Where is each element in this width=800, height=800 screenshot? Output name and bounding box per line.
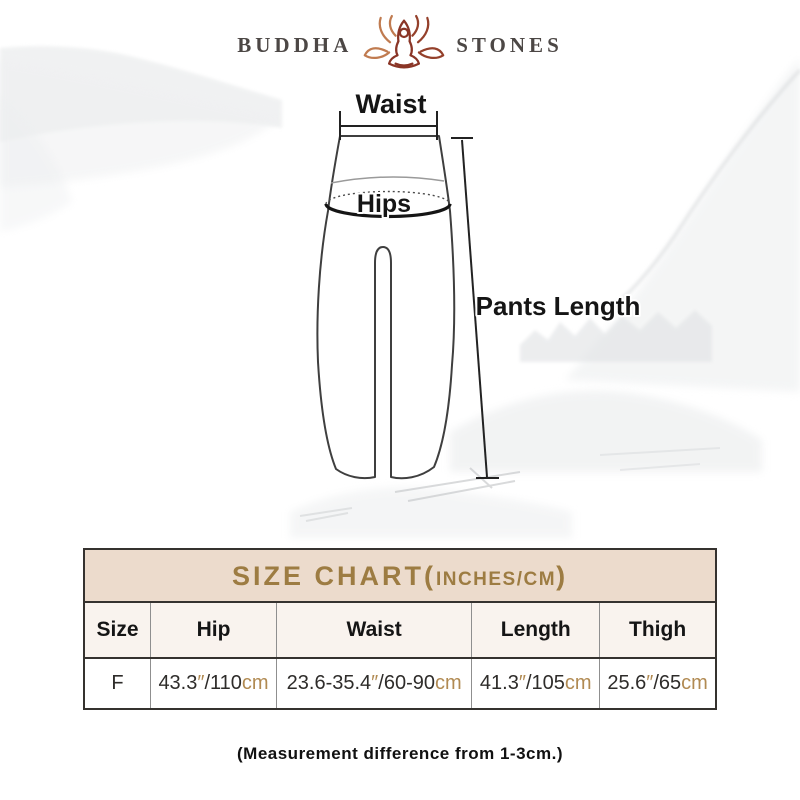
waist-cm: 60-90 (383, 672, 435, 694)
length-slash: / (525, 672, 532, 694)
cell-hip (151, 658, 277, 708)
thigh-cm: 65 (658, 672, 682, 694)
length-inches: 41.3 (479, 672, 519, 694)
length-cm: 105 (531, 672, 565, 694)
col-header-thigh: Thigh (600, 603, 715, 658)
waist-label: Waist (355, 89, 427, 119)
thigh-inch-mark: ″ (646, 672, 654, 694)
waist-slash: / (378, 672, 384, 694)
waist-cm-label: cm (434, 672, 462, 694)
thigh-inches: 25.6 (607, 672, 647, 694)
col-header-hip: Hip (151, 603, 277, 658)
cell-length (472, 658, 600, 708)
brand-name-left: BUDDHA (237, 32, 353, 57)
length-cm-label: cm (564, 672, 592, 694)
hip-cm-label: cm (241, 672, 269, 694)
hip-inches: 43.3 (158, 672, 198, 694)
brand-name-right: STONES (456, 32, 563, 57)
cell-thigh (600, 658, 715, 708)
cell-size: F (111, 672, 124, 694)
waist-inch-mark: ″ (371, 672, 379, 694)
size-chart-title-close: ) (556, 561, 569, 591)
thigh-slash: / (653, 672, 659, 694)
size-chart-title-main: SIZE CHART( (231, 561, 436, 591)
col-header-waist: Waist (277, 603, 472, 658)
hip-cm: 110 (210, 672, 242, 694)
col-header-length: Length (472, 603, 600, 658)
pants-length-label: Pants Length (475, 291, 641, 321)
length-inch-mark: ″ (518, 672, 526, 694)
watercolor-right-hill (450, 391, 762, 472)
measurement-note: (Measurement difference from 1-3cm.) (237, 744, 563, 763)
pants-outline (317, 136, 454, 478)
hip-slash: / (204, 672, 211, 694)
hips-label: Hips (356, 190, 412, 218)
size-chart-table (85, 603, 715, 708)
cell-waist (277, 658, 472, 708)
size-chart-title-unit: INCHES/CM (435, 569, 557, 590)
hip-inch-mark: ″ (197, 672, 205, 694)
table-row (85, 658, 715, 708)
col-header-size: Size (85, 603, 151, 658)
brand-logo (0, 8, 800, 82)
table-header-row (85, 603, 715, 658)
size-chart-title (85, 550, 715, 603)
size-chart (83, 548, 717, 710)
lotus-meditation-icon (362, 11, 446, 79)
thigh-cm-label: cm (681, 672, 708, 694)
waist-inches: 23.6-35.4 (286, 672, 372, 694)
pants-line-drawing (317, 136, 454, 478)
watercolor-shore (290, 487, 572, 538)
